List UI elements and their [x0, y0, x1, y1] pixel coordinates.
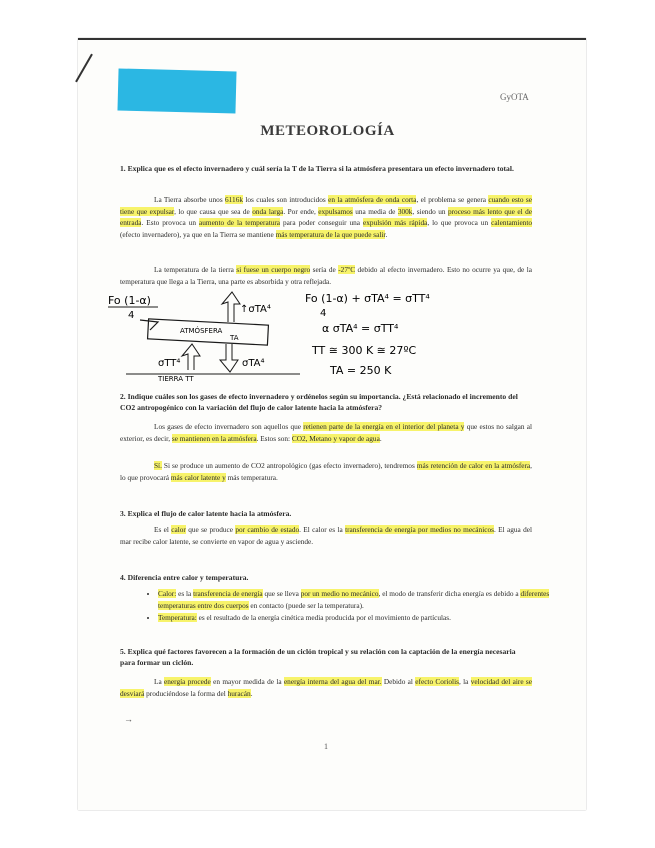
highlighted-text: si fuese un cuerpo negro	[236, 265, 311, 274]
text-segment: La temperatura de la tierra	[154, 265, 237, 274]
text-segment: . El calor es la	[299, 525, 346, 534]
q4-bullet-list	[120, 588, 570, 625]
text-segment: . Por ende,	[283, 206, 319, 216]
highlighted-text: 300k	[397, 206, 413, 216]
q4-bullet-temperatura	[158, 612, 570, 624]
diagram-label-tt: σTT⁴	[158, 358, 181, 369]
text-segment: que se lleva	[262, 589, 301, 598]
text-segment: , el modo de transferir dicha energía es debido a	[378, 589, 521, 598]
text-segment: que estos no salgan al exterior, es decir,	[120, 422, 532, 443]
highlighted-text: transferencia de energía	[193, 589, 263, 598]
text-segment: sería de	[310, 265, 339, 274]
text-segment: Si se produce un aumento de CO2 antropológico (gas efecto invernadero), tendremos	[161, 461, 417, 470]
highlighted-text: cuando esto se tiene que expulsar	[120, 195, 532, 216]
text-segment: (efecto invernadero), ya que en la Tierra se mantiene	[120, 229, 276, 239]
highlighted-text: expulsamos	[318, 206, 353, 216]
text-segment: La	[154, 677, 165, 686]
question-3: 3. Explica el flujo de calor latente hacia la atmósfera.	[120, 509, 292, 518]
question-4: 4. Diferencia entre calor y temperatura.	[120, 573, 249, 582]
highlighted-text: más temperatura de la que puede salir	[275, 229, 386, 239]
text-segment: que se produce	[185, 525, 236, 534]
diagram-label-flux: Fo (1-α)	[108, 294, 151, 307]
arrow-mark-icon: →	[124, 714, 133, 724]
text-segment: debido al efecto invernadero. Esto no ocurre ya que, de la temperatura que llega a la Tierra, una parte es absorbida y otra reflejada.	[120, 265, 532, 286]
highlighted-text: Temperatura:	[158, 613, 197, 622]
text-segment: , el problema se genera	[416, 195, 489, 204]
text-segment: , lo que provoca un	[427, 218, 492, 227]
q4-bullet-calor	[158, 588, 570, 611]
highlighted-text: energía procede	[164, 677, 211, 686]
equation-3: TT ≅ 300 K ≅ 27ºC	[312, 344, 417, 357]
arrow-up-icon	[222, 292, 240, 322]
text-segment: en contacto (puede ser la temperatura).	[248, 600, 364, 610]
text-segment: es el resultado de la energía cinética media producida por el movimiento de partículas.	[196, 613, 451, 622]
highlighted-text: Sí.	[154, 461, 162, 470]
q5-answer-p1	[120, 676, 532, 699]
text-segment: para poder conseguir una	[280, 218, 364, 227]
text-segment: una media de	[352, 206, 398, 216]
text-segment: .	[250, 688, 253, 698]
text-segment: Debido al	[381, 677, 416, 686]
q2-answer-p2	[120, 460, 532, 483]
arrow-up-earth-icon	[182, 344, 200, 370]
equation-2: α σTA⁴ = σTT⁴	[322, 322, 399, 335]
arrow-down-icon	[220, 344, 238, 372]
highlighted-text: huracán	[227, 688, 251, 698]
highlighted-text: aumento de la temperatura	[199, 218, 281, 227]
highlighted-text: energía interna del agua del mar.	[283, 677, 382, 686]
text-segment: Los gases de efecto invernadero son aquellos que	[154, 422, 304, 431]
text-segment: , lo que provocará	[120, 461, 532, 482]
text-segment: Es el	[154, 525, 172, 534]
highlighted-text: velocidad del aire se desviará	[120, 677, 532, 698]
highlighted-text: efecto Coriolis	[415, 677, 459, 686]
highlighted-text: onda larga	[252, 206, 284, 216]
highlighted-text: 6116k	[225, 195, 243, 204]
text-segment: , la	[458, 677, 471, 686]
equation-4: TA = 250 K	[330, 364, 392, 377]
diagram-label-ta: TA	[230, 334, 239, 342]
question-5: 5. Explica qué factores favorecen a la formación de un ciclón tropical y su relación con la captación de la energía necesaria para formar un ciclón.	[120, 647, 516, 667]
question-2: 2. Indique cuáles son los gases de efecto invernadero y ordénelos según su importancia. ¿Está relacionado el incremento del CO2 antropogénico con la variación del flujo de calor latente hacia la atmósfera?	[120, 392, 518, 412]
highlighted-text: diferentes temperaturas entre dos cuerpos	[158, 589, 550, 610]
text-segment: . El agua del mar recibe calor latente, se convierte en vapor de agua y asciende.	[120, 525, 532, 546]
highlighted-text: expulsión más rápida	[363, 218, 428, 227]
equation-1-den: 4	[320, 308, 327, 319]
diagram-label-earth: TIERRA TT	[158, 375, 194, 382]
page-number: 1	[324, 742, 328, 751]
q1-answer-p1	[120, 194, 532, 240]
highlighted-text: por cambio de estado	[235, 525, 300, 534]
highlighted-text: por un medio no mecánico	[300, 589, 379, 598]
highlighted-text: -27ºC	[338, 265, 356, 274]
text-segment: La Tierra absorbe unos	[154, 195, 226, 204]
text-segment: .	[379, 433, 382, 443]
diagram-label-flux-den: 4	[128, 310, 135, 321]
page-title: METEOROLOGÍA	[260, 123, 395, 139]
text-segment: , siendo un	[412, 206, 448, 216]
diagram-label-down: σTA⁴	[242, 358, 265, 369]
highlighted-text: calentamiento	[491, 218, 533, 227]
text-segment: más temperatura.	[225, 472, 278, 482]
highlighted-text: Calor:	[158, 589, 177, 598]
highlighted-text: más retención de calor en la atmósfera	[416, 461, 531, 470]
q3-answer-p1	[120, 524, 532, 547]
text-segment: los cuales son introducidos	[243, 195, 329, 204]
text-segment: en mayor medida de la	[210, 677, 284, 686]
equation-1: Fo (1-α) + σTA⁴ = σTT⁴	[305, 292, 430, 305]
text-segment: es la	[176, 589, 194, 598]
highlighted-text: retienen parte de la energía en el interior del planeta y	[303, 422, 465, 431]
highlighted-text: calor	[171, 525, 186, 534]
highlighted-text: proceso más lento que el de entrada	[120, 206, 532, 227]
question-1: 1. Explica que es el efecto invernadero y cuál sería la T de la Tierra si la atmósfera presentara un efecto invernadero total.	[120, 164, 514, 173]
text-segment: . Esto provoca un	[141, 218, 199, 227]
header-code: GyOTA	[500, 92, 529, 102]
diagram-label-atmosphere: ATMÓSFERA	[180, 327, 223, 335]
text-segment: , lo que causa que sea de	[174, 206, 253, 216]
highlighted-text: CO2, Metano y vapor de agua	[291, 433, 380, 443]
sticky-note	[117, 68, 236, 113]
highlighted-text: se mantienen en la atmósfera	[171, 433, 257, 443]
diagram-label-up: ↑σTA⁴	[240, 304, 271, 315]
highlighted-text: en la atmósfera de onda corta	[328, 195, 417, 204]
text-segment: . Estos son:	[256, 433, 292, 443]
greenhouse-diagram	[100, 282, 520, 382]
q2-answer-p1	[120, 421, 532, 444]
highlighted-text: transferencia de energía por medios no mecánicos	[345, 525, 494, 534]
text-segment: .	[385, 229, 388, 239]
text-segment: produciéndose la forma del	[144, 688, 228, 698]
highlighted-text: más calor latente y	[170, 472, 226, 482]
